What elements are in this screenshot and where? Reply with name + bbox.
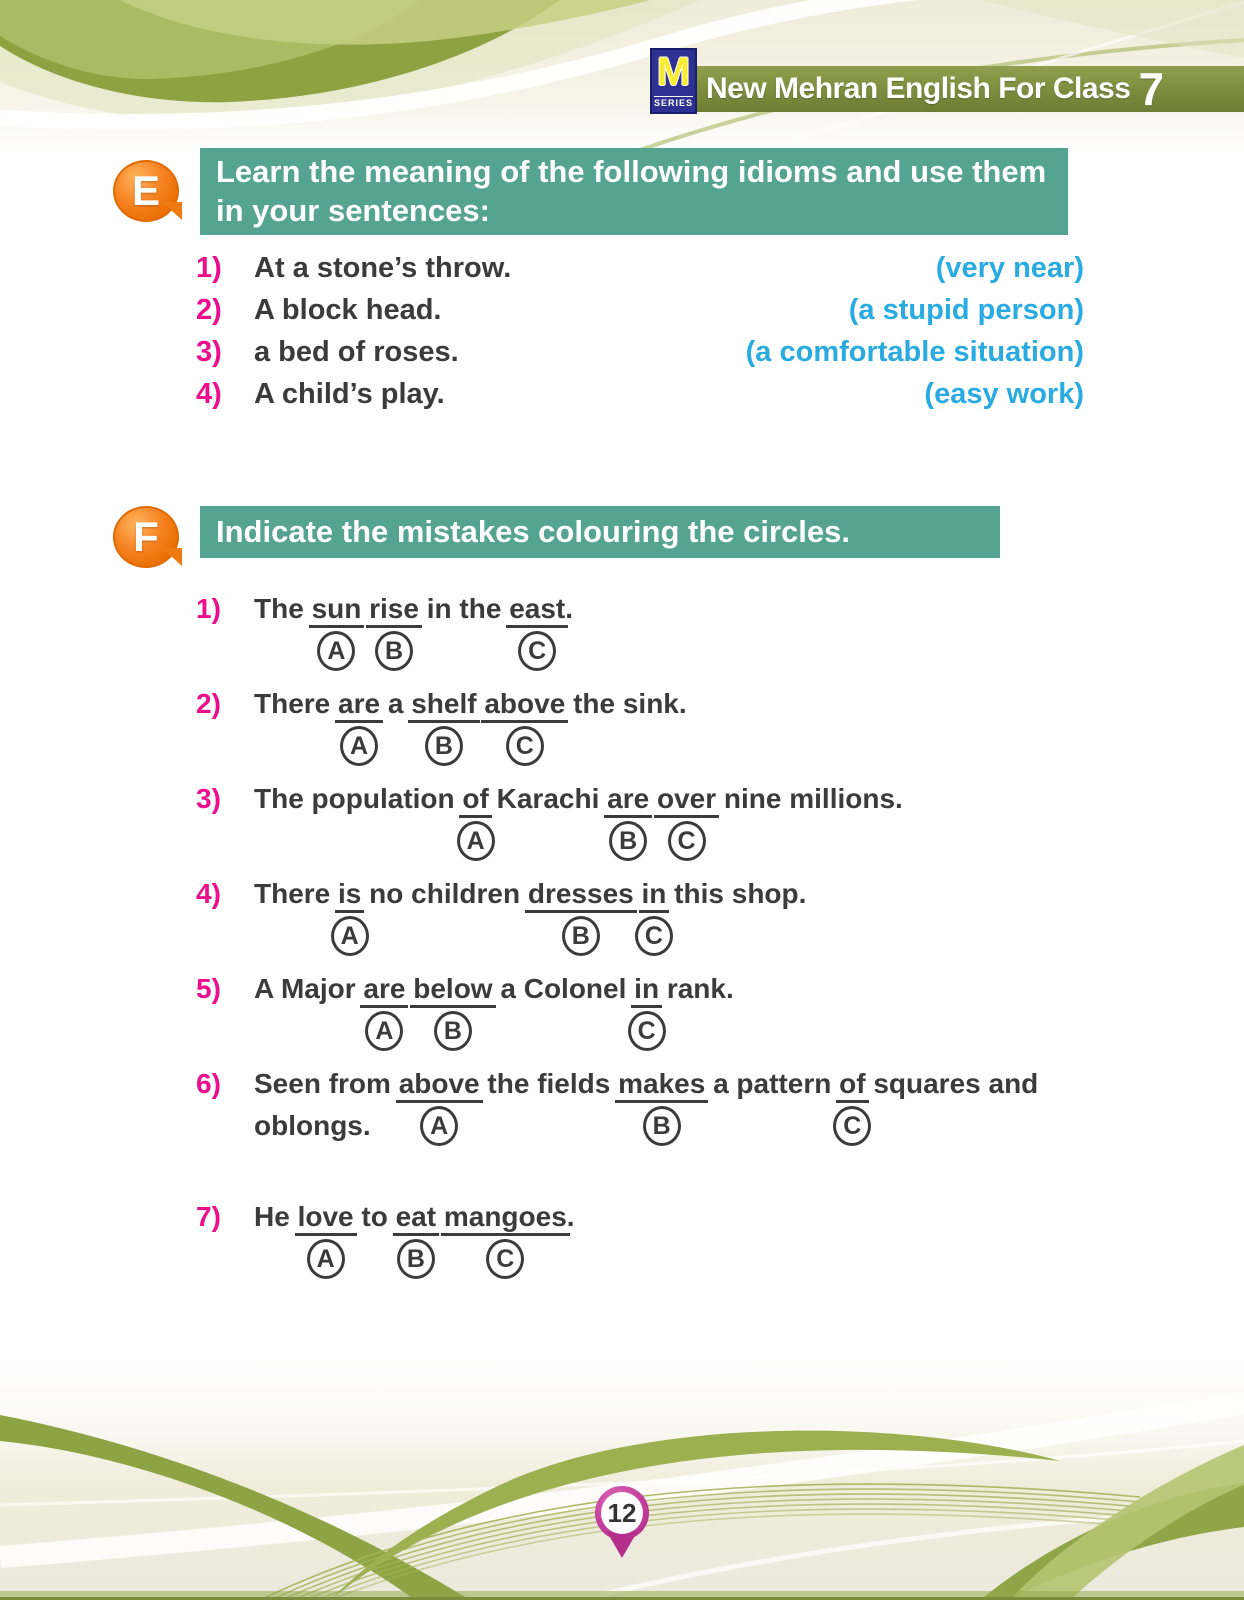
underlined-word: east: [506, 593, 568, 628]
answer-circle-c[interactable]: C: [486, 1239, 524, 1279]
plain-text: Seen from: [254, 1068, 399, 1099]
question-item: [196, 778, 1116, 863]
idiom-meaning: (easy work): [924, 378, 1084, 410]
underlined-word: in: [631, 973, 662, 1008]
idiom-number: 3): [196, 336, 222, 368]
idiom-text: a bed of roses.: [254, 336, 459, 368]
bottom-wave-decoration: [0, 1345, 1244, 1600]
underlined-word: is: [335, 878, 364, 913]
answer-circle-a[interactable]: A: [331, 916, 369, 956]
plain-text: .: [566, 1201, 575, 1232]
idiom-text: A block head.: [254, 294, 442, 326]
answer-circle-b[interactable]: B: [397, 1239, 435, 1279]
question-number: 3): [196, 783, 221, 814]
underlined-word: in: [639, 878, 670, 913]
page-number: 12: [601, 1492, 643, 1534]
plain-text: in the: [418, 593, 510, 624]
logo-m-letter: M: [656, 50, 691, 94]
underlined-word: of: [459, 783, 491, 818]
section-e-title-bar: [200, 148, 1068, 235]
plain-text: The population: [254, 783, 463, 814]
answer-circle-b[interactable]: B: [375, 631, 413, 671]
idiom-meaning: (very near): [935, 252, 1084, 284]
idiom-number: 4): [196, 378, 222, 410]
question-number: 6): [196, 1068, 221, 1099]
underlined-word: are: [360, 973, 408, 1008]
answer-circle-a[interactable]: A: [317, 631, 355, 671]
answer-circle-c[interactable]: C: [635, 916, 673, 956]
answer-circle-b[interactable]: B: [643, 1106, 681, 1146]
underlined-word: above: [396, 1068, 483, 1103]
underlined-word: love: [295, 1201, 357, 1236]
question-number: 1): [196, 593, 221, 624]
question-list: [196, 588, 1116, 1291]
question-number: 4): [196, 878, 221, 909]
page-number-pin: [595, 1486, 649, 1540]
idiom-meaning: (a comfortable situation): [745, 336, 1084, 368]
plain-text: .: [565, 593, 574, 624]
idiom-item: [196, 252, 1084, 294]
underlined-word: makes: [615, 1068, 708, 1103]
answer-circle-a[interactable]: A: [307, 1239, 345, 1279]
idiom-list: [196, 252, 1084, 420]
question-text: [254, 968, 1114, 1053]
question-number: 5): [196, 973, 221, 1004]
underlined-word: dresses: [525, 878, 637, 913]
idiom-text: At a stone’s throw.: [254, 252, 512, 284]
answer-circle-c[interactable]: C: [668, 821, 706, 861]
plain-text: There: [254, 688, 339, 719]
plain-text: a pattern: [705, 1068, 840, 1099]
plain-text: no children: [361, 878, 528, 909]
plain-text: squares and: [865, 1068, 1039, 1099]
plain-text: He: [254, 1201, 298, 1232]
plain-text: the sink.: [565, 688, 687, 719]
logo-series-label: SERIES: [653, 98, 693, 108]
underlined-word: below: [410, 973, 495, 1008]
question-text: [254, 873, 1114, 958]
plain-text: this shop.: [666, 878, 807, 909]
question-item: [196, 1196, 1116, 1281]
underlined-word: of: [836, 1068, 868, 1103]
underlined-word: rise: [366, 593, 422, 628]
plain-text: rank.: [659, 973, 734, 1004]
question-text: [254, 683, 1114, 768]
book-title-bar: [694, 63, 1244, 115]
plain-text: The: [254, 593, 312, 624]
answer-circle-c[interactable]: C: [518, 631, 556, 671]
question-text: [254, 588, 1114, 673]
underlined-word: over: [654, 783, 719, 818]
answer-circle-a[interactable]: A: [365, 1011, 403, 1051]
question-item: [196, 588, 1116, 673]
answer-circle-c[interactable]: C: [833, 1106, 871, 1146]
answer-circle-b[interactable]: B: [434, 1011, 472, 1051]
plain-text: There: [254, 878, 339, 909]
idiom-meaning: (a stupid person): [848, 294, 1084, 326]
plain-text: nine millions.: [716, 783, 903, 814]
answer-circle-b[interactable]: B: [562, 916, 600, 956]
underlined-word: eat: [393, 1201, 439, 1236]
plain-text: a: [380, 688, 412, 719]
underlined-word: are: [604, 783, 652, 818]
question-text: [254, 778, 1114, 863]
plain-text: a Colonel: [492, 973, 635, 1004]
answer-circle-b[interactable]: B: [609, 821, 647, 861]
question-text: [254, 1196, 1114, 1281]
question-number: 7): [196, 1201, 221, 1232]
question-number: 2): [196, 688, 221, 719]
underlined-word: are: [335, 688, 383, 723]
answer-circle-c[interactable]: C: [506, 726, 544, 766]
plain-text: the fields: [479, 1068, 619, 1099]
idiom-text: A child’s play.: [254, 378, 445, 410]
section-e-badge: E: [113, 160, 179, 222]
plain-text: Karachi: [488, 783, 608, 814]
idiom-item: [196, 336, 1084, 378]
section-f-title: Indicate the mistakes colouring the circles.: [216, 514, 850, 549]
idiom-item: [196, 378, 1084, 420]
book-grade-number: 7: [1138, 63, 1165, 115]
underlined-word: mangoes: [441, 1201, 570, 1236]
answer-circle-a[interactable]: A: [420, 1106, 458, 1146]
plain-text: to: [353, 1201, 396, 1232]
answer-circle-a[interactable]: A: [340, 726, 378, 766]
underlined-word: above: [481, 688, 568, 723]
plain-text: A Major: [254, 973, 364, 1004]
book-title: New Mehran English For Class: [706, 72, 1131, 105]
underlined-word: shelf: [408, 688, 479, 723]
section-e-title: Learn the meaning of the following idioms and use them in your sentences:: [216, 154, 1047, 228]
question-item: [196, 1063, 1116, 1148]
idiom-number: 1): [196, 252, 222, 284]
publisher-logo: [650, 48, 697, 114]
section-f-title-bar: [200, 506, 1000, 558]
answer-circle-c[interactable]: C: [628, 1011, 666, 1051]
question-item: [196, 683, 1116, 768]
plain-text: oblongs.: [254, 1110, 371, 1141]
answer-circle-b[interactable]: B: [425, 726, 463, 766]
underlined-word: sun: [309, 593, 365, 628]
answer-circle-a[interactable]: A: [457, 821, 495, 861]
question-item: [196, 968, 1116, 1053]
idiom-item: [196, 294, 1084, 336]
section-f-badge: F: [113, 506, 179, 568]
question-text: [254, 1063, 1114, 1148]
idiom-number: 2): [196, 294, 222, 326]
question-item: [196, 873, 1116, 958]
